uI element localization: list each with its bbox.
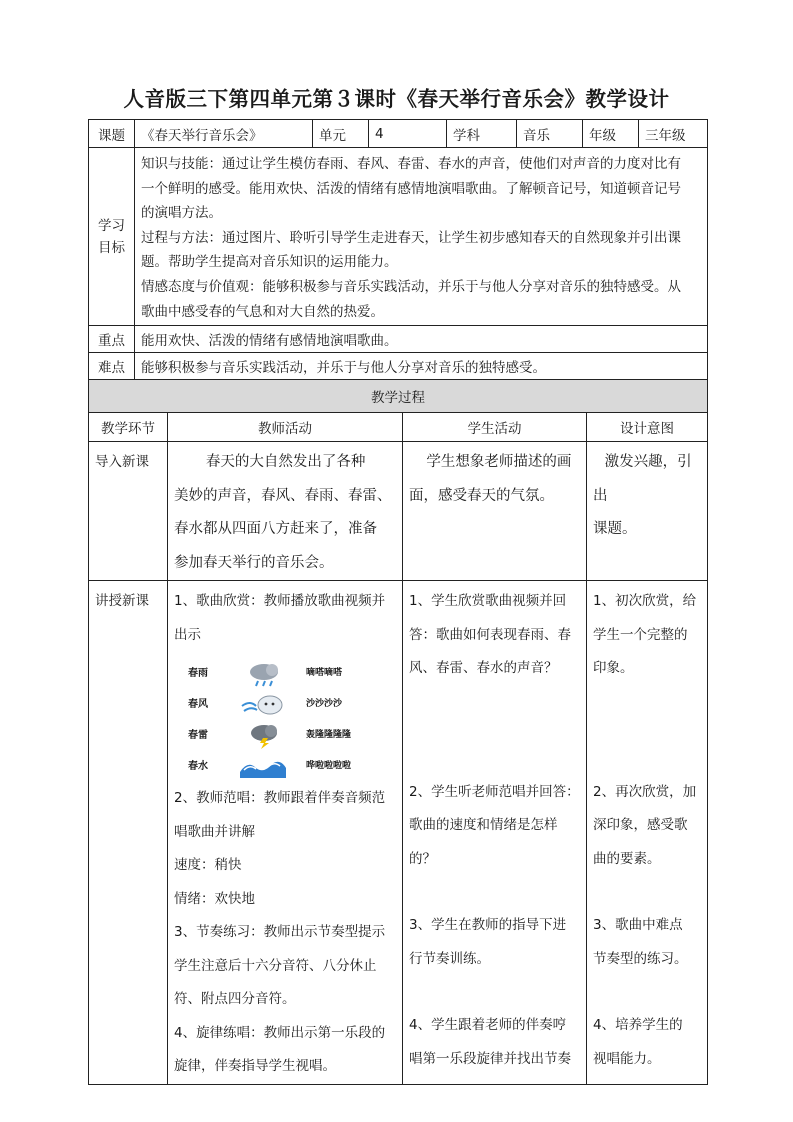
objective-line: 情感态度与价值观：能够积极参与音乐实践活动，并乐于与他人分享对音乐的独特感受。从	[141, 278, 681, 295]
text-line: 1、初次欣赏，给	[593, 593, 697, 609]
lecture-teacher-cell	[168, 581, 403, 1085]
water-wave-icon	[236, 754, 306, 780]
text-line: 的？	[409, 850, 436, 867]
lecture-student-cell	[403, 581, 587, 1085]
text-line: 速度：稍快	[174, 857, 242, 873]
figure-sound: 沙沙沙沙	[306, 698, 343, 709]
thunder-cloud-icon	[236, 723, 306, 749]
figure-sound: 嘀嗒嘀嗒	[306, 667, 343, 678]
text-line: 深印象，感受歌	[593, 817, 688, 833]
figure-row	[188, 689, 378, 720]
difficulty-value: 能够积极参与音乐实践活动，并乐于与他人分享对音乐的独特感受。	[135, 353, 708, 380]
key-point-value: 能用欢快、活泼的情绪有感情地演唱歌曲。	[135, 326, 708, 353]
intro-teacher-cell	[168, 442, 403, 581]
text-line: 旋律，伴奏指导学生视唱。	[174, 1058, 336, 1074]
text-line: 参加春天举行的音乐会。	[174, 554, 334, 571]
document-title: 人音版三下第四单元第３课时《春天举行音乐会》教学设计	[123, 87, 670, 111]
text-line: 课题。	[593, 521, 637, 537]
text-line: 春天的大自然发出了各种	[205, 454, 366, 470]
process-header: 教学过程	[89, 380, 708, 413]
stage-lecture: 讲授新课	[89, 581, 168, 1085]
lecture-intent-cell	[587, 581, 708, 1085]
grade-label: 年级	[583, 120, 639, 148]
text-line: 4、学生跟着老师的伴奏哼	[409, 1017, 567, 1033]
text-line: 答：歌曲如何表现春雨、春	[409, 626, 571, 643]
text-line: 2、再次欣赏，加	[593, 783, 697, 800]
text-line: 歌曲的速度和情绪是怎样	[409, 817, 558, 833]
figure-row	[188, 720, 378, 751]
objective-line: 歌曲中感受春的气息和对大自然的热爱。	[141, 303, 384, 320]
figure-sound: 轰隆隆隆隆	[306, 729, 352, 740]
text-line: 唱第一乐段旋律并找出节奏	[409, 1050, 571, 1067]
topic-value: 《春天举行音乐会》	[135, 120, 313, 148]
text-line: 美妙的声音，春风、春雨、春雷、	[174, 487, 392, 504]
text-line: 4、旋律练唱：教师出示第一乐段的	[174, 1024, 386, 1041]
col-header-teacher: 教师活动	[168, 413, 403, 442]
text-line: 印象。	[593, 660, 634, 676]
objectives-cell	[135, 148, 708, 326]
topic-label: 课题	[89, 120, 135, 148]
text-line: 唱歌曲并讲解	[174, 823, 255, 840]
text-line: 1、歌曲欣赏：教师播放歌曲视频并	[174, 593, 386, 609]
lesson-info-table	[88, 119, 708, 380]
objectives-label: 学习目标	[89, 148, 135, 326]
text-line: 出示	[174, 626, 201, 643]
spring-sounds-figure	[188, 658, 378, 782]
text-line: 情绪：欢快地	[174, 890, 255, 907]
figure-row	[188, 658, 378, 689]
col-header-intent: 设计意图	[587, 413, 708, 442]
text-line: 符、附点四分音符。	[174, 991, 296, 1007]
figure-label: 春雷	[188, 729, 208, 741]
text-line: 2、学生听老师范唱并回答：	[409, 783, 580, 800]
figure-row	[188, 751, 378, 782]
spacer	[593, 876, 701, 909]
text-line: 面，感受春天的气氛。	[409, 487, 554, 504]
text-line: 视唱能力。	[593, 1050, 661, 1067]
text-line: 4、培养学生的	[593, 1017, 683, 1033]
text-line: 学生一个完整的	[593, 626, 688, 643]
spacer	[409, 686, 580, 776]
stage-intro: 导入新课	[89, 442, 168, 581]
spacer	[593, 976, 701, 1009]
spacer	[409, 876, 580, 909]
grade-value: 三年级	[639, 120, 708, 148]
subject-label: 学科	[447, 120, 517, 148]
difficulty-label: 难点	[89, 353, 135, 380]
text-line: 3、学生在教师的指导下进	[409, 917, 567, 933]
subject-value: 音乐	[517, 120, 583, 148]
spacer	[593, 686, 701, 776]
objective-line: 的演唱方法。	[141, 205, 222, 222]
text-line: 行节奏训练。	[409, 950, 490, 967]
figure-label: 春水	[188, 760, 208, 772]
key-point-label: 重点	[89, 326, 135, 353]
text-line: 节奏型的练习。	[593, 950, 688, 967]
text-line: 2、教师范唱：教师跟着伴奏音频范	[174, 790, 386, 806]
figure-label: 春雨	[188, 667, 208, 679]
objective-line: 过程与方法：通过图片、聆听引导学生走进春天，让学生初步感知春天的自然现象并引出课	[141, 229, 681, 246]
spacer	[409, 976, 580, 1009]
col-header-student: 学生活动	[403, 413, 587, 442]
objective-line: 知识与技能：通过让学生模仿春雨、春风、春雷、春水的声音，使他们对声音的力度对比有	[141, 156, 681, 172]
text-line: 3、节奏练习：教师出示节奏型提示	[174, 924, 386, 940]
intro-intent-cell	[587, 442, 708, 581]
text-line: 风、春雷、春水的声音？	[409, 660, 558, 676]
text-line: 学生注意后十六分音符、八分休止	[174, 957, 377, 974]
teaching-process-table	[88, 379, 708, 1085]
text-line: 3、歌曲中难点	[593, 917, 683, 933]
intro-student-cell	[403, 442, 587, 581]
unit-label: 单元	[313, 120, 369, 148]
objective-line: 题。帮助学生提高对音乐知识的运用能力。	[141, 254, 398, 271]
rain-cloud-icon	[236, 661, 306, 687]
unit-value: 4	[369, 120, 447, 148]
figure-label: 春风	[188, 698, 208, 710]
objective-line: 一个鲜明的感受。能用欢快、活泼的情绪有感情地演唱歌曲。了解顿音记号，知道顿音记号	[141, 180, 681, 197]
text-line: 春水都从四面八方赶来了，准备	[174, 521, 377, 537]
text-line: 激发兴趣，引出	[593, 454, 692, 504]
text-line: 学生想象老师描述的画	[426, 454, 572, 470]
col-header-stage: 教学环节	[89, 413, 168, 442]
text-line: 曲的要素。	[593, 850, 661, 867]
figure-sound: 哗啦啦啦啦	[306, 760, 352, 771]
wind-face-icon	[236, 692, 306, 718]
text-line: 1、学生欣赏歌曲视频并回	[409, 593, 567, 609]
